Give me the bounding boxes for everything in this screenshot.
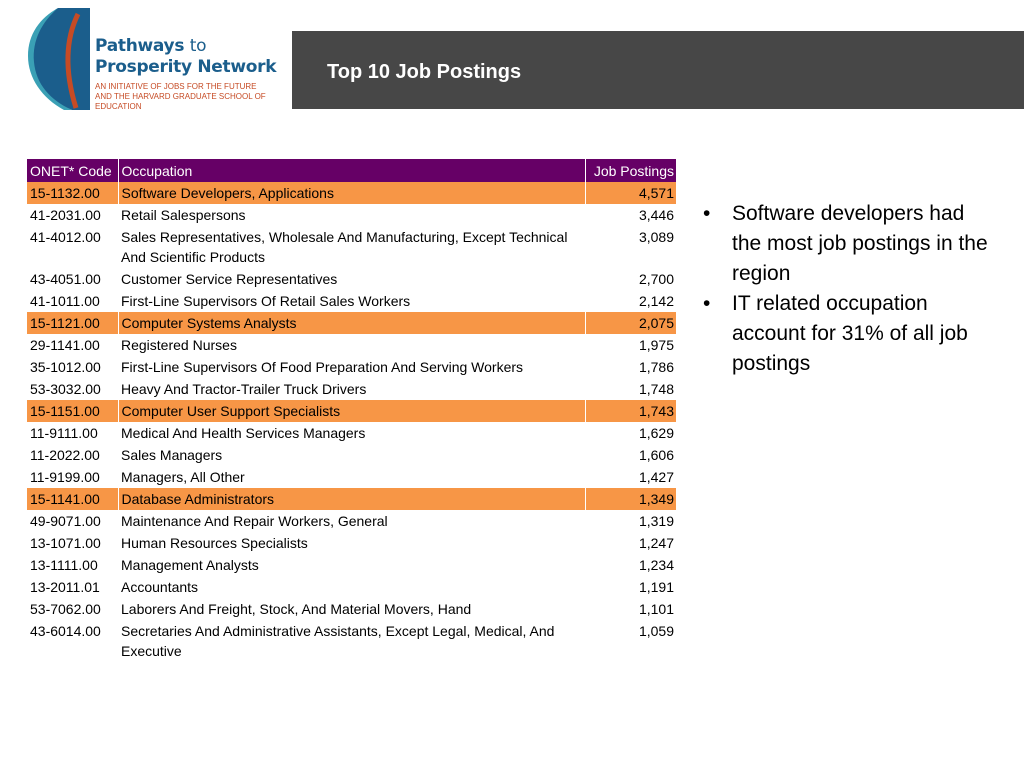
- onet-code-cell: 29-1141.00: [30, 337, 100, 353]
- onet-code-cell: 41-1011.00: [30, 293, 100, 309]
- postings-cell: 1,427: [638, 469, 674, 485]
- table-row: [27, 268, 676, 290]
- table-row: [27, 532, 676, 554]
- onet-code-cell: 15-1121.00: [27, 312, 118, 334]
- postings-cell: 2,142: [638, 293, 674, 309]
- onet-code-cell: 13-2011.01: [30, 579, 100, 595]
- occupation-cell: Maintenance And Repair Workers, General: [121, 513, 388, 529]
- occupation-cell: Human Resources Specialists: [121, 535, 308, 551]
- table-row: [27, 488, 676, 510]
- logo: [0, 0, 292, 110]
- table-row: [27, 182, 676, 204]
- postings-cell: 1,748: [638, 381, 674, 397]
- logo-wordmark: [95, 36, 276, 112]
- occupation-cell: Software Developers, Applications: [118, 182, 585, 204]
- bullet-list: [700, 199, 990, 379]
- table-row: [27, 312, 676, 334]
- occupation-cell: Medical And Health Services Managers: [121, 425, 366, 441]
- occupation-cell: Database Administrators: [118, 488, 585, 510]
- occupation-cell: Heavy And Tractor-Trailer Truck Drivers: [121, 381, 367, 397]
- logo-tagline: AN INITIATIVE OF JOBS FOR THE FUTURE AND THE HARVARD GRADUATE SCHOOL OF EDUCATION: [95, 82, 266, 111]
- occupation-cell: First-Line Supervisors Of Food Preparation And Serving Workers: [121, 359, 524, 375]
- onet-code-cell: 53-3032.00: [30, 381, 101, 397]
- table-row: [27, 400, 676, 422]
- onet-code-cell: 13-1111.00: [30, 557, 98, 573]
- occupation-cell: Sales Managers: [121, 447, 223, 463]
- table-row: [27, 290, 676, 312]
- bullet-item: [700, 289, 990, 379]
- onet-code-cell: 35-1012.00: [30, 359, 101, 375]
- header-onet-code: ONET* Code: [27, 159, 118, 182]
- occupation-cell: Managers, All Other: [121, 469, 245, 485]
- postings-cell: 1,349: [585, 488, 676, 510]
- onet-code-cell: 11-9199.00: [30, 469, 100, 485]
- bullet-icon: •: [703, 292, 711, 315]
- logo-line-1: Pathways to: [95, 36, 207, 56]
- bullet-icon: •: [703, 202, 711, 225]
- onet-code-cell: 13-1071.00: [30, 535, 101, 551]
- onet-code-cell: 15-1151.00: [27, 400, 118, 422]
- occupation-cell: Laborers And Freight, Stock, And Material Movers, Hand: [121, 601, 472, 617]
- table-row: [27, 226, 676, 268]
- onet-code-cell: 15-1141.00: [27, 488, 118, 510]
- onet-code-cell: 41-2031.00: [30, 207, 101, 223]
- postings-cell: 1,786: [638, 359, 674, 375]
- postings-cell: 1,101: [638, 601, 674, 617]
- onet-code-cell: 43-4051.00: [30, 271, 101, 287]
- slide-title: Top 10 Job Postings: [327, 61, 522, 83]
- header-occupation: Occupation: [118, 159, 585, 182]
- occupation-cell: Secretaries And Administrative Assistants, Except Legal, Medical, And Executive: [121, 623, 555, 659]
- postings-cell: 1,975: [638, 337, 674, 353]
- table-row: [27, 576, 676, 598]
- occupation-cell: Management Analysts: [121, 557, 259, 573]
- table-row: [27, 356, 676, 378]
- onet-code-cell: 53-7062.00: [30, 601, 101, 617]
- table-row: [27, 422, 676, 444]
- occupation-cell: Accountants: [121, 579, 199, 595]
- job-postings-table: [27, 159, 676, 662]
- bullet-text: IT related occupation account for 31% of all job postings: [732, 292, 968, 375]
- table-row: [27, 598, 676, 620]
- occupation-cell: Retail Salespersons: [121, 207, 246, 223]
- postings-cell: 1,234: [638, 557, 674, 573]
- occupation-cell: Customer Service Representatives: [121, 271, 338, 287]
- postings-cell: 4,571: [585, 182, 676, 204]
- onet-code-cell: 11-2022.00: [30, 447, 100, 463]
- table-row: [27, 444, 676, 466]
- occupation-cell: Computer Systems Analysts: [118, 312, 585, 334]
- logo-line-1-suffix: to: [189, 36, 207, 56]
- bullet-text: Software developers had the most job postings in the region: [732, 202, 988, 285]
- bullet-item: [700, 199, 990, 289]
- occupation-cell: Registered Nurses: [121, 337, 237, 353]
- table-row: [27, 204, 676, 226]
- postings-cell: 3,089: [638, 229, 674, 245]
- postings-cell: 3,446: [638, 207, 674, 223]
- table-row: [27, 554, 676, 576]
- onet-code-cell: 41-4012.00: [30, 229, 101, 245]
- postings-cell: 1,059: [638, 623, 674, 639]
- table-row: [27, 334, 676, 356]
- table-row: [27, 620, 676, 662]
- postings-cell: 1,743: [585, 400, 676, 422]
- postings-cell: 1,606: [638, 447, 674, 463]
- table-header-row: [27, 159, 676, 182]
- table-row: [27, 510, 676, 532]
- occupation-cell: Sales Representatives, Wholesale And Manufacturing, Except Technical And Scientific Products: [121, 229, 568, 265]
- postings-cell: 1,191: [638, 579, 674, 595]
- postings-cell: 2,700: [638, 271, 674, 287]
- postings-cell: 2,075: [585, 312, 676, 334]
- onet-code-cell: 49-9071.00: [30, 513, 101, 529]
- table-body: [27, 182, 676, 662]
- occupation-cell: Computer User Support Specialists: [118, 400, 585, 422]
- header-job-postings: Job Postings: [585, 159, 676, 182]
- postings-cell: 1,319: [638, 513, 674, 529]
- postings-cell: 1,629: [638, 425, 674, 441]
- table-row: [27, 466, 676, 488]
- occupation-cell: First-Line Supervisors Of Retail Sales Workers: [121, 293, 411, 309]
- table-row: [27, 378, 676, 400]
- logo-mark-icon: [28, 8, 90, 110]
- logo-line-2: Prosperity Network: [95, 57, 277, 77]
- onet-code-cell: 15-1132.00: [27, 182, 118, 204]
- postings-cell: 1,247: [638, 535, 674, 551]
- onet-code-cell: 11-9111.00: [30, 425, 98, 441]
- onet-code-cell: 43-6014.00: [30, 623, 101, 639]
